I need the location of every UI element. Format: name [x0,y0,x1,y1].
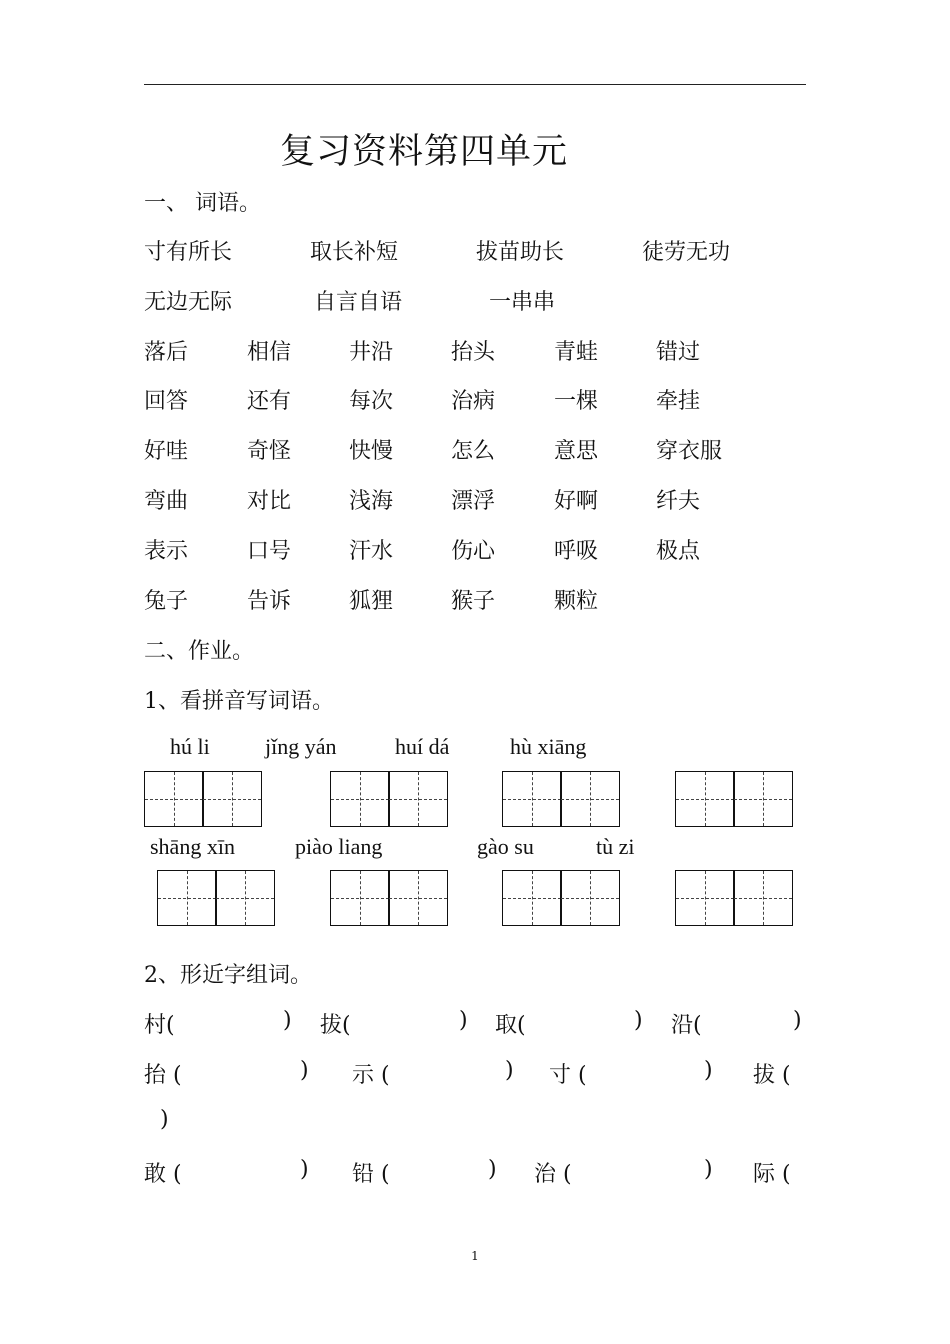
word: 错过 [656,340,701,365]
writing-grid-cell[interactable] [388,870,448,926]
char-blank-open: 拔( [320,1013,351,1038]
idiom: 取长补短 [310,240,399,265]
word: 呼吸 [554,539,599,564]
word: 极点 [656,539,701,564]
word: 弯曲 [144,489,189,514]
char-blank-close: ) [459,1008,468,1033]
char-blank-open: 治 ( [534,1162,572,1187]
word: 意思 [554,439,599,464]
word: 好啊 [554,489,599,514]
char-blank-close: ) [300,1058,309,1083]
writing-grid-cell[interactable] [560,771,620,827]
word: 颗粒 [554,589,599,614]
idiom: 徒劳无功 [642,240,731,265]
char-blank-close: ) [300,1157,309,1182]
word: 每次 [349,389,394,414]
char-blank-open: 村( [144,1013,175,1038]
word: 兔子 [144,589,189,614]
word: 漂浮 [451,489,496,514]
char-blank-open: 抬 ( [144,1063,182,1088]
word: 抬头 [451,340,496,365]
word: 猴子 [451,589,496,614]
char-blank-open: 示 ( [352,1063,390,1088]
word: 回答 [144,389,189,414]
writing-grid-cell[interactable] [330,771,390,827]
word: 牵挂 [656,389,701,414]
pinyin-prompt: piào liang [295,834,383,859]
char-blank-close: ) [488,1157,497,1182]
word: 青蛙 [554,340,599,365]
writing-grid-cell[interactable] [675,771,735,827]
word: 纤夫 [656,489,701,514]
word: 表示 [144,539,189,564]
section-1-heading: 一、 词语。 [144,191,261,216]
pinyin-prompt: hù xiāng [510,734,587,759]
word: 治病 [451,389,496,414]
task-1-heading: 1、看拼音写词语。 [144,689,334,714]
word: 还有 [247,389,292,414]
word: 对比 [247,489,292,514]
char-blank-open: 际 ( [753,1162,791,1187]
page-number: 1 [471,1249,479,1263]
idiom: 自言自语 [314,290,403,315]
word: 好哇 [144,439,189,464]
writing-grid-cell[interactable] [733,771,793,827]
writing-grid-cell[interactable] [502,771,562,827]
char-blank-close: ) [704,1157,713,1182]
idiom: 无边无际 [144,290,233,315]
page-title: 复习资料第四单元 [280,132,569,172]
word: 怎么 [451,439,496,464]
word: 口号 [247,539,292,564]
word: 狐狸 [349,589,394,614]
word: 伤心 [451,539,496,564]
word: 落后 [144,340,189,365]
char-blank-close: ) [283,1008,292,1033]
writing-grid-cell[interactable] [157,870,217,926]
writing-grid-cell[interactable] [388,771,448,827]
writing-grid-cell[interactable] [202,771,262,827]
char-blank-open: 取( [495,1013,526,1038]
writing-grid-cell[interactable] [330,870,390,926]
pinyin-prompt: huí dá [395,734,450,759]
char-blank-open: 铅 ( [352,1162,390,1187]
word: 浅海 [349,489,394,514]
char-blank-close: ) [634,1008,643,1033]
word: 穿衣服 [656,439,723,464]
pinyin-prompt: shāng xīn [150,834,235,859]
pinyin-prompt: gào su [477,834,534,859]
word: 相信 [247,340,292,365]
char-blank-close: ) [505,1058,514,1083]
char-blank-close: ) [160,1107,169,1132]
writing-grid-cell[interactable] [144,771,204,827]
word: 快慢 [349,439,394,464]
idiom: 拔苗助长 [476,240,565,265]
task-2-heading: 2、形近字组词。 [144,963,312,988]
char-blank-open: 沿( [671,1013,702,1038]
word: 汗水 [349,539,394,564]
char-blank-open: 拔 ( [753,1063,791,1088]
pinyin-prompt: tù zi [596,834,635,859]
pinyin-prompt: hú li [170,734,210,759]
word: 一棵 [554,389,599,414]
word: 奇怪 [247,439,292,464]
writing-grid-cell[interactable] [675,870,735,926]
idiom: 寸有所长 [144,240,233,265]
char-blank-open: 敢 ( [144,1162,182,1187]
writing-grid-cell[interactable] [502,870,562,926]
section-2-heading: 二、作业。 [144,639,255,664]
char-blank-close: ) [793,1008,802,1033]
header-rule [144,84,806,85]
char-blank-open: 寸 ( [549,1063,587,1088]
char-blank-close: ) [704,1058,713,1083]
word: 井沿 [349,340,394,365]
idiom: 一串串 [489,290,556,315]
writing-grid-cell[interactable] [733,870,793,926]
writing-grid-cell[interactable] [215,870,275,926]
pinyin-prompt: jǐng yán [265,734,337,759]
word: 告诉 [247,589,292,614]
writing-grid-cell[interactable] [560,870,620,926]
